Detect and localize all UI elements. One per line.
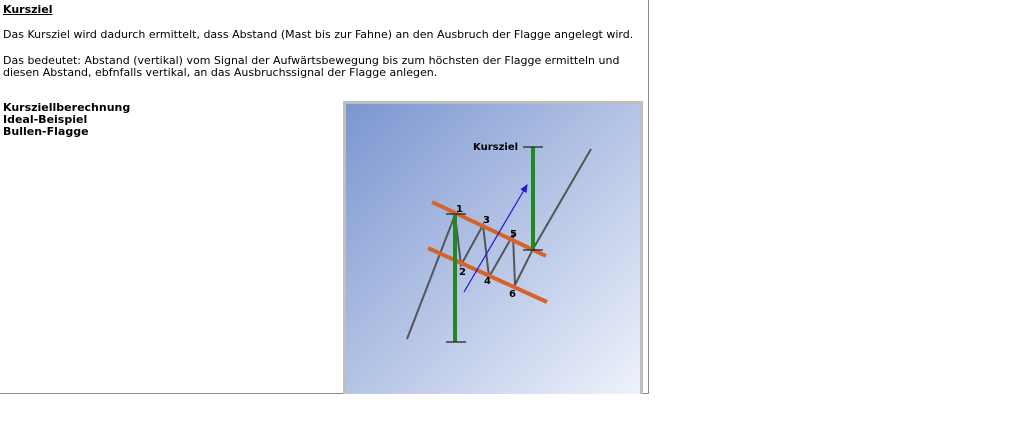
point-label-6: 6 — [509, 289, 516, 300]
point-label-2: 2 — [459, 267, 466, 278]
section-title: Kursziel — [3, 3, 53, 16]
example-heading — [3, 102, 130, 138]
point-label-4: 4 — [484, 276, 491, 287]
bull-flag-svg — [343, 101, 643, 394]
point-label-5: 5 — [510, 229, 517, 240]
heading-line-calculation: Kursziellberechnung — [3, 101, 131, 114]
target-label: Kursziel — [473, 142, 519, 153]
heading-line-bull-flag: Bullen-Flagge — [3, 125, 89, 138]
heading-line-ideal: Ideal-Beispiel — [3, 113, 88, 126]
bull-flag-diagram — [343, 101, 643, 394]
point-label-1: 1 — [456, 204, 463, 215]
explanation-paragraph: Das bedeutet: Abstand (vertikal) vom Signal der Aufwärtsbewegung bis zum höchsten der Flagge ermitteln und diesen Abstand, ebfnfalls vertikal, an das Ausbruchssignal der Flagge anlegen. — [3, 54, 620, 79]
intro-paragraph: Das Kursziel wird dadurch ermittelt, dass Abstand (Mast bis zur Fahne) an den Ausbruch der Flagge angelegt wird. — [3, 28, 634, 41]
point-label-3: 3 — [483, 215, 490, 226]
